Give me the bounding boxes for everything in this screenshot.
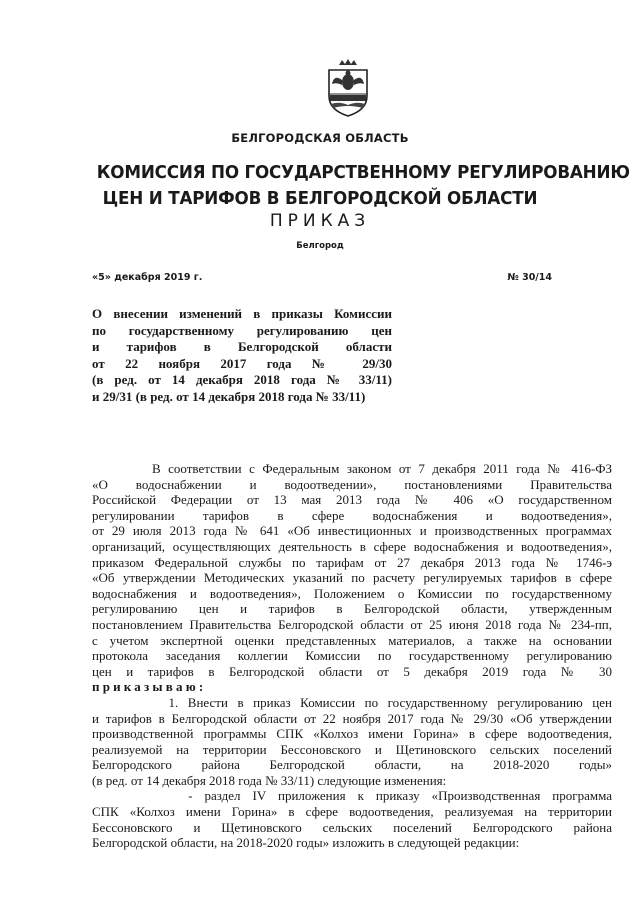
body-line: (в ред. от 14 декабря 2018 года № 33/11) следующие изменения: (92, 772, 447, 788)
body-line: водоснабжения и водоотведения», Положением о Комиссии по государственному (92, 585, 612, 601)
subject-line: О внесении изменений в приказы Комиссии (92, 306, 392, 321)
body-line: Белгородского района Белгородской области, на 2018-2020 годы» (92, 757, 612, 773)
body-line: протокола заседания коллегии Комиссии по государственному регулированию (92, 648, 612, 664)
commission-title-line: КОМИССИЯ ПО ГОСУДАРСТВЕННОМУ РЕГУЛИРОВАНИЮ (96, 162, 630, 183)
document-number: № 30/14 (507, 272, 552, 283)
body-line-decree: приказываю: (92, 679, 207, 695)
body-line: цен и тарифов в Белгородской области от 5 декабря 2019 года № 30 (92, 663, 612, 679)
subject-line: (в ред. от 14 декабря 2018 года № 33/11) (92, 372, 392, 387)
body-line: с учетом экспертной оценки представленных материалов, а также на основании (92, 632, 612, 648)
subject-line: по государственному регулированию цен (92, 322, 392, 338)
body-line: 1. Внести в приказ Комиссии по государственному регулированию цен (92, 694, 612, 710)
body-line: Бессоновского и Щетиновского сельских поселений Белгородского района (92, 819, 612, 835)
body-line: регулированию цен и тарифов в Белгородской области, утвержденным (92, 601, 612, 617)
body-line: постановлением Правительства Белгородской области от 25 июня 2018 года № 234-пп, (92, 616, 612, 632)
body-line: В соответствии с Федеральным законом от 7 декабря 2011 года № 416-ФЗ (92, 461, 612, 476)
body-line: «Об утверждении Методических указаний по расчету регулируемых тарифов в сфере (92, 570, 612, 586)
subject-line: от 22 ноября 2017 года № 29/30 (92, 355, 392, 371)
body-line: организаций, осуществляющих деятельность в сфере водоснабжения и водоотведения», (92, 538, 612, 554)
body-line: регулировании тарифов в сфере водоснабжения и водоотведения», (92, 507, 612, 523)
commission-title (96, 160, 630, 212)
subject-line: и 29/31 (в ред. от 14 декабря 2018 года № 33/11) (92, 388, 366, 404)
body-line: реализуемой на территории Бессоновского и Щетиновского сельских поселений (92, 741, 612, 757)
order-subject (92, 306, 392, 405)
belgorod-coat-of-arms-icon (323, 58, 373, 118)
body-line: приказом Федеральной службы по тарифам от 27 декабря 2013 года № 1746-э (92, 554, 612, 570)
body-line: Белгородской области, на 2018-2020 годы» изложить в следующей редакции: (92, 835, 520, 851)
document-date: «5» декабря 2019 г. (92, 272, 203, 283)
body-line: от 29 июля 2013 года № 641 «Об инвестиционных и производственных программах (92, 523, 612, 539)
subject-line: и тарифов в Белгородской области (92, 339, 392, 354)
city-name: Белгород (296, 241, 344, 251)
commission-title-line: ЦЕН И ТАРИФОВ В БЕЛГОРОДСКОЙ ОБЛАСТИ (102, 188, 538, 209)
body-line: «О водоснабжении и водоотведении», постановлениями Правительства (92, 476, 612, 492)
document-type: ПРИКАЗ (269, 211, 371, 231)
body-line: производственной программы СПК «Колхоз имени Горина» в сфере водоотведения, (92, 726, 612, 742)
body-line: Российской Федерации от 13 мая 2013 года № 406 «О государственном (92, 492, 612, 508)
region-title: БЕЛГОРОДСКАЯ ОБЛАСТЬ (231, 131, 409, 145)
body-line: СПК «Колхоз имени Горина» в сфере водоотведения, реализуемая на территории (92, 804, 612, 820)
body-line: и тарифов в Белгородской области от 22 ноября 2017 года № 29/30 «Об утверждении (92, 710, 612, 726)
body-line: - раздел IV приложения к приказу «Производственная программа (92, 788, 612, 804)
order-body (92, 461, 612, 851)
